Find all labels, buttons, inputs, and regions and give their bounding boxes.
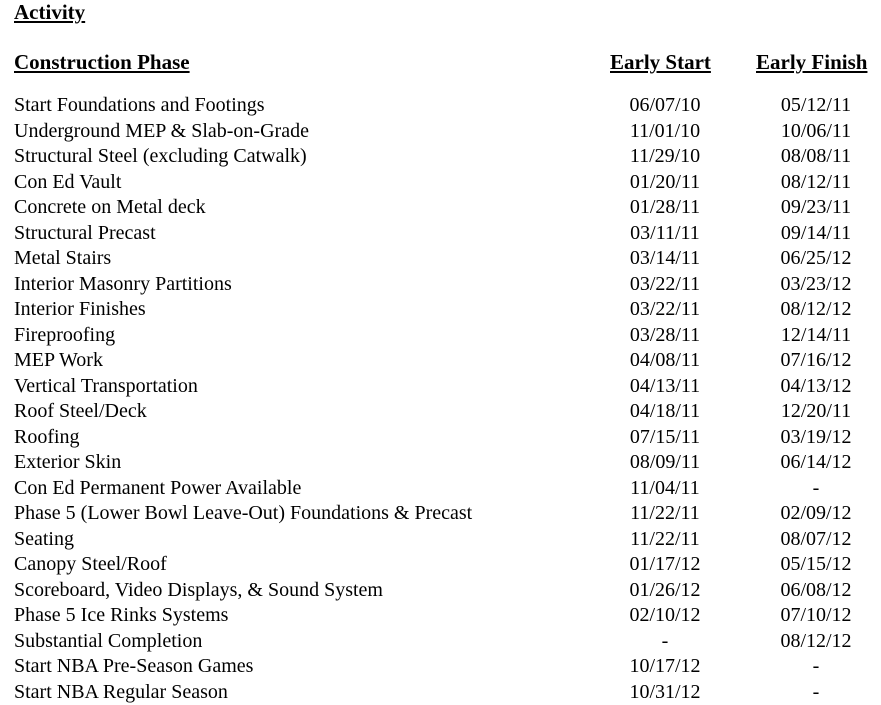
early-finish-cell: 03/23/12 xyxy=(746,272,881,298)
early-start-cell: 01/28/11 xyxy=(595,195,735,221)
early-start-cell: 10/17/12 xyxy=(595,654,735,680)
phase-cell: Con Ed Vault xyxy=(14,170,121,196)
table-row xyxy=(0,374,881,400)
table-row xyxy=(0,450,881,476)
early-start-cell: 04/08/11 xyxy=(595,348,735,374)
phase-cell: Interior Masonry Partitions xyxy=(14,272,232,298)
early-finish-cell: 09/23/11 xyxy=(746,195,881,221)
header-early-start: Early Start xyxy=(610,50,711,74)
early-finish-cell: 08/07/12 xyxy=(746,527,881,553)
phase-cell: Canopy Steel/Roof xyxy=(14,552,167,578)
table-row xyxy=(0,552,881,578)
early-start-cell: 03/22/11 xyxy=(595,297,735,323)
early-start-cell: 03/14/11 xyxy=(595,246,735,272)
early-finish-cell: 08/12/11 xyxy=(746,170,881,196)
phase-cell: Phase 5 Ice Rinks Systems xyxy=(14,603,228,629)
schedule-table xyxy=(0,93,881,705)
phase-cell: Roof Steel/Deck xyxy=(14,399,147,425)
phase-cell: Metal Stairs xyxy=(14,246,111,272)
phase-cell: Start NBA Regular Season xyxy=(14,680,228,705)
phase-cell: Substantial Completion xyxy=(14,629,202,655)
early-finish-cell: 08/12/12 xyxy=(746,297,881,323)
early-finish-cell: 04/13/12 xyxy=(746,374,881,400)
phase-cell: Con Ed Permanent Power Available xyxy=(14,476,301,502)
early-finish-cell: 06/25/12 xyxy=(746,246,881,272)
phase-cell: Structural Precast xyxy=(14,221,156,247)
table-row xyxy=(0,272,881,298)
early-finish-cell: 02/09/12 xyxy=(746,501,881,527)
phase-cell: MEP Work xyxy=(14,348,103,374)
early-finish-cell: - xyxy=(746,476,881,502)
phase-cell: Vertical Transportation xyxy=(14,374,198,400)
table-row xyxy=(0,578,881,604)
early-finish-cell: 07/10/12 xyxy=(746,603,881,629)
phase-cell: Roofing xyxy=(14,425,80,451)
early-finish-cell: 06/14/12 xyxy=(746,450,881,476)
header-early-finish: Early Finish xyxy=(756,50,867,74)
table-row xyxy=(0,246,881,272)
early-finish-cell: 08/08/11 xyxy=(746,144,881,170)
table-row xyxy=(0,603,881,629)
early-start-cell: 04/18/11 xyxy=(595,399,735,425)
phase-cell: Underground MEP & Slab-on-Grade xyxy=(14,119,309,145)
early-start-cell: 06/07/10 xyxy=(595,93,735,119)
early-finish-cell: 05/15/12 xyxy=(746,552,881,578)
section-title: Activity xyxy=(14,0,85,24)
phase-cell: Fireproofing xyxy=(14,323,115,349)
table-row xyxy=(0,221,881,247)
table-row xyxy=(0,170,881,196)
early-start-cell: 07/15/11 xyxy=(595,425,735,451)
table-row xyxy=(0,399,881,425)
table-row xyxy=(0,654,881,680)
phase-cell: Structural Steel (excluding Catwalk) xyxy=(14,144,307,170)
phase-cell: Scoreboard, Video Displays, & Sound System xyxy=(14,578,383,604)
early-start-cell: - xyxy=(595,629,735,655)
early-finish-cell: - xyxy=(746,654,881,680)
early-start-cell: 11/01/10 xyxy=(595,119,735,145)
early-start-cell: 03/11/11 xyxy=(595,221,735,247)
phase-cell: Seating xyxy=(14,527,74,553)
early-start-cell: 10/31/12 xyxy=(595,680,735,705)
early-finish-cell: 09/14/11 xyxy=(746,221,881,247)
early-finish-cell: 03/19/12 xyxy=(746,425,881,451)
early-finish-cell: 12/20/11 xyxy=(746,399,881,425)
early-finish-cell: 06/08/12 xyxy=(746,578,881,604)
table-row xyxy=(0,195,881,221)
early-start-cell: 11/29/10 xyxy=(595,144,735,170)
early-start-cell: 03/28/11 xyxy=(595,323,735,349)
table-row xyxy=(0,119,881,145)
table-row xyxy=(0,501,881,527)
table-row xyxy=(0,297,881,323)
early-finish-cell: 05/12/11 xyxy=(746,93,881,119)
early-start-cell: 11/22/11 xyxy=(595,501,735,527)
early-start-cell: 08/09/11 xyxy=(595,450,735,476)
early-finish-cell: - xyxy=(746,680,881,705)
table-row xyxy=(0,144,881,170)
early-start-cell: 01/20/11 xyxy=(595,170,735,196)
phase-cell: Start Foundations and Footings xyxy=(14,93,265,119)
table-row xyxy=(0,527,881,553)
phase-cell: Phase 5 (Lower Bowl Leave-Out) Foundations & Precast xyxy=(14,501,472,527)
table-row xyxy=(0,348,881,374)
early-start-cell: 04/13/11 xyxy=(595,374,735,400)
early-start-cell: 11/22/11 xyxy=(595,527,735,553)
early-finish-cell: 12/14/11 xyxy=(746,323,881,349)
early-start-cell: 11/04/11 xyxy=(595,476,735,502)
phase-cell: Interior Finishes xyxy=(14,297,146,323)
table-row xyxy=(0,425,881,451)
early-finish-cell: 07/16/12 xyxy=(746,348,881,374)
table-row xyxy=(0,629,881,655)
phase-cell: Concrete on Metal deck xyxy=(14,195,206,221)
early-start-cell: 03/22/11 xyxy=(595,272,735,298)
phase-cell: Exterior Skin xyxy=(14,450,121,476)
phase-cell: Start NBA Pre-Season Games xyxy=(14,654,253,680)
early-start-cell: 02/10/12 xyxy=(595,603,735,629)
table-row xyxy=(0,323,881,349)
table-row xyxy=(0,680,881,705)
early-finish-cell: 08/12/12 xyxy=(746,629,881,655)
early-start-cell: 01/17/12 xyxy=(595,552,735,578)
early-start-cell: 01/26/12 xyxy=(595,578,735,604)
table-row xyxy=(0,476,881,502)
header-construction-phase: Construction Phase xyxy=(14,50,190,74)
early-finish-cell: 10/06/11 xyxy=(746,119,881,145)
table-row xyxy=(0,93,881,119)
